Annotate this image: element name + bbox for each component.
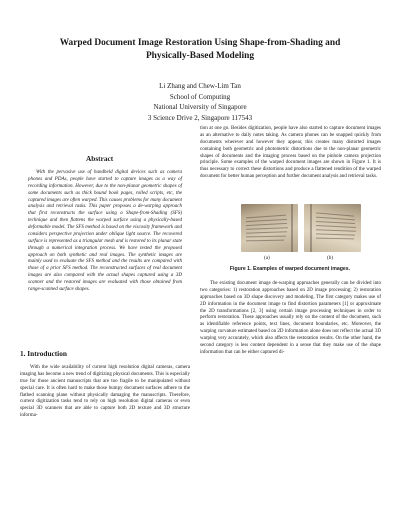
author-block	[60, 81, 340, 123]
author-names: Li Zhang and Chew-Lim Tan	[159, 82, 241, 90]
affiliation-address: 3 Science Drive 2, Singapore 117543	[147, 113, 253, 122]
figure-1	[241, 204, 361, 252]
introduction-heading: 1. Introduction	[20, 349, 67, 358]
paper-title	[20, 37, 380, 63]
affiliation-university: National University of Singapore	[153, 103, 247, 112]
introduction-body: With the wide availability of current high resolution digital cameras, camera imaging has become a new trend of digitizing physical documents. This is especially true for those ancient manuscripts that are too fragile to be manipulated without special care. It is often hard to make those bumpy document surfaces adhere to the flatbed scanning plane without physically damaging the manuscripts. Therefore, current digitization tasks tend to rely on high resolution digital cameras or even special 3D scanners that are able to capture both 2D texture and 3D structure informa-	[20, 365, 190, 419]
title-line-1: Warped Document Image Restoration Using Shape-from-Shading and	[59, 38, 341, 48]
right-column-paragraph-2: The existing document image de-warping approaches generally can be divided into two categories: 1) restoration approaches based on 2D image processing; 2) restoration approaches based on 3D shape discovery and modeling. The first category makes use of 2D information in the document image to find distortion parameters [1] or approximate the 2D transformations [2, 3] using certain image processing techniques in order to perform restoration. These approaches usually rely on the content of the document, such as identifiable reference points, text lines, document boundaries, etc. Moreover, the warping curvature estimated based on 2D information alone does not reflect the actual 3D warping very accurately, which also affects the restoration results. On the other hand, the second category is less content dependent in a sense that they make use of the shape information that can be either captured di-	[200, 281, 381, 355]
warped-document-photo-b	[304, 204, 361, 252]
figure-1-caption: Figure 1. Examples of warped document images.	[229, 266, 351, 272]
title-line-2: Physically-Based Modeling	[145, 51, 255, 61]
figure-1a-label: (a)	[264, 255, 270, 261]
right-column-paragraph-1: tion at one go. Besides digitization, people have also started to capture document images as an alternative to daily notes taking. As camera phones can be snapped quickly from documents wherever and however they appear, this creates many distorted images containing both geometric and photometric distortions due to the non-planar geometric shapes of documents and the imaging process based on the pinhole camera projection principle. Some examples of the warped document images are shown in Figure 1. It is thus necessary to correct these distortions and produce a flattened rendition of the warped document for better human perception and further document analysis and retrieval tasks.	[200, 126, 381, 180]
abstract-heading: Abstract	[86, 154, 114, 163]
figure-1b-label: (b)	[327, 255, 334, 261]
abstract-body: With the pervasive use of handheld digital devices such as camera phones and PDAs, people have started to capture images as a way of recording information. However, due to the non-planar geometric shapes of some documents such as thick bound book pages, rolled scripts, etc, the captured images are often warped. This causes problems for many document analysis and retrieval tasks. This paper proposes a de-warping approach that first reconstructs the surface using a Shape-from-Shading (SFS) technique and then flattens the warped surface using a physically-based deformable model. The SFS method is based on the viscosity framework and considers perspective projection under oblique light source. The recovered surface is represented as a triangular mesh and is restored to its planar state through a numerical integration process. We have tested the proposed approach on both synthetic and real images. The synthetic images are mainly used to evaluate the SFS method and the results are compared with those of a prior SFS method. The reconstructed surfaces of real document images are also compared with the actual shapes captured using a 3D scanner and the restored images are evaluated with those obtained from range-scanned surface shapes.	[28, 170, 182, 292]
warped-document-photo-a	[241, 204, 298, 252]
affiliation-school: School of Computing	[169, 92, 231, 101]
